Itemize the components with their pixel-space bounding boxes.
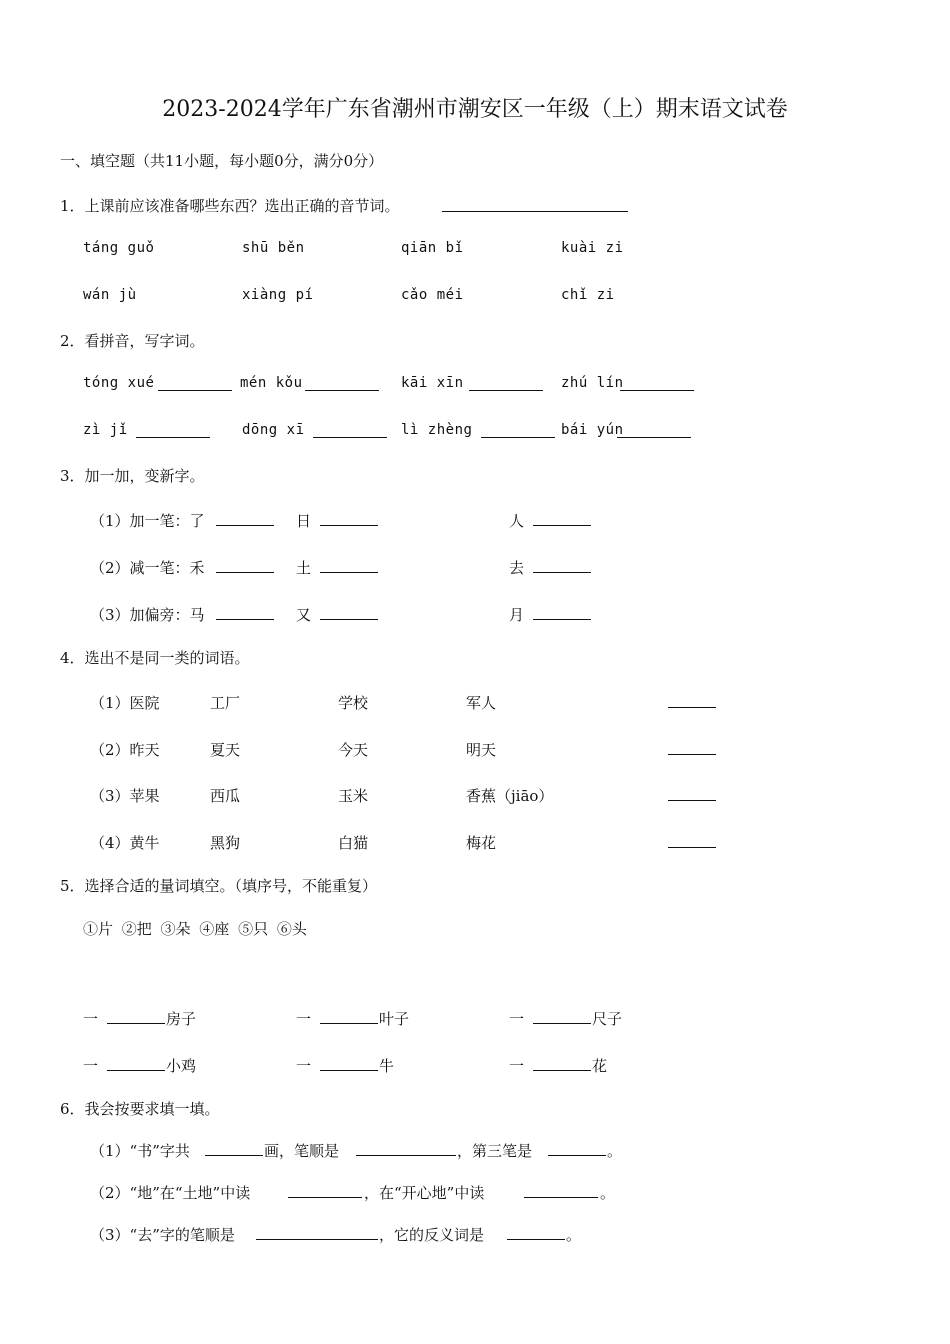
- pinyin-option: wán jù: [83, 287, 137, 303]
- pinyin-option: táng guǒ: [83, 240, 155, 256]
- base-char: 土: [296, 559, 312, 577]
- answer-blank[interactable]: [107, 1023, 165, 1024]
- pinyin-option: cǎo méi: [401, 287, 464, 303]
- word-item: 明天: [466, 741, 497, 759]
- q6-line3-text: （3）“去”字的笔顺是: [90, 1226, 235, 1244]
- answer-blank[interactable]: [620, 390, 694, 391]
- add-radical-row: （3）加偏旁：马: [90, 606, 205, 624]
- word-item: 梅花: [466, 834, 497, 852]
- pinyin-item: lì zhèng: [401, 422, 473, 438]
- question-6: 6．我会按要求填一填。: [60, 1100, 220, 1118]
- answer-blank[interactable]: [305, 390, 379, 391]
- answer-blank[interactable]: [158, 390, 232, 391]
- q6-line2-text: （2）“地”在“土地”中读: [90, 1184, 251, 1202]
- word-item: 今天: [338, 741, 369, 759]
- q6-line2-text: 。: [600, 1184, 616, 1202]
- pinyin-option: xiàng pí: [242, 287, 314, 303]
- answer-blank[interactable]: [256, 1239, 378, 1240]
- noun-item: 房子: [166, 1010, 197, 1028]
- answer-blank[interactable]: [216, 525, 274, 526]
- q6-line3-text: ，它的反义词是: [379, 1226, 485, 1244]
- answer-blank[interactable]: [107, 1070, 165, 1071]
- base-char: 月: [509, 606, 525, 624]
- answer-blank[interactable]: [524, 1197, 598, 1198]
- answer-blank[interactable]: [533, 619, 591, 620]
- q6-line1-text: 。: [607, 1142, 623, 1160]
- answer-blank[interactable]: [320, 1023, 378, 1024]
- answer-blank[interactable]: [320, 525, 378, 526]
- pinyin-option: chǐ zi: [561, 287, 615, 303]
- noun-item: 花: [592, 1057, 608, 1075]
- answer-blank[interactable]: [216, 572, 274, 573]
- base-char: 人: [509, 512, 525, 530]
- q6-line3-text: 。: [566, 1226, 582, 1244]
- word-item: 香蕉（jiāo）: [466, 787, 554, 805]
- q6-line1-text: （1）“书”字共: [90, 1142, 190, 1160]
- remove-stroke-row: （2）减一笔：禾: [90, 559, 205, 577]
- word-item: 工厂: [210, 694, 241, 712]
- word-item: （1）医院: [90, 694, 160, 712]
- word-item: 玉米: [338, 787, 369, 805]
- question-5: 5．选择合适的量词填空。（填序号，不能重复）: [60, 877, 378, 895]
- yi-label: 一: [83, 1057, 99, 1075]
- word-item: （3）苹果: [90, 787, 160, 805]
- pinyin-item: mén kǒu: [240, 375, 303, 391]
- word-item: 军人: [466, 694, 497, 712]
- answer-blank[interactable]: [533, 1070, 591, 1071]
- noun-item: 叶子: [379, 1010, 410, 1028]
- pinyin-item: dōng xī: [242, 422, 305, 438]
- pinyin-item: zì jǐ: [83, 422, 128, 438]
- pinyin-item: zhú lín: [561, 375, 624, 391]
- pinyin-item: kāi xīn: [401, 375, 464, 391]
- q6-line1-text: 画，笔顺是: [264, 1142, 340, 1160]
- base-char: 去: [509, 559, 525, 577]
- question-1: 1．上课前应该准备哪些东西？选出正确的音节词。: [60, 197, 400, 215]
- base-char: 又: [296, 606, 312, 624]
- answer-blank[interactable]: [533, 1023, 591, 1024]
- answer-blank[interactable]: [668, 754, 716, 755]
- add-stroke-row: （1）加一笔：了: [90, 512, 205, 530]
- answer-blank[interactable]: [668, 847, 716, 848]
- pinyin-option: qiān bǐ: [401, 240, 464, 256]
- pinyin-option: shū běn: [242, 240, 305, 256]
- answer-blank[interactable]: [356, 1155, 456, 1156]
- noun-item: 尺子: [592, 1010, 623, 1028]
- answer-blank[interactable]: [320, 1070, 378, 1071]
- pinyin-item: bái yún: [561, 422, 624, 438]
- base-char: 日: [296, 512, 312, 530]
- question-2: 2．看拼音，写字词。: [60, 332, 205, 350]
- answer-blank[interactable]: [533, 572, 591, 573]
- pinyin-item: tóng xué: [83, 375, 155, 391]
- answer-blank[interactable]: [668, 707, 716, 708]
- answer-blank[interactable]: [442, 211, 628, 212]
- answer-blank[interactable]: [320, 572, 378, 573]
- yi-label: 一: [509, 1010, 525, 1028]
- answer-blank[interactable]: [216, 619, 274, 620]
- noun-item: 小鸡: [166, 1057, 197, 1075]
- answer-blank[interactable]: [136, 437, 210, 438]
- yi-label: 一: [83, 1010, 99, 1028]
- answer-blank[interactable]: [507, 1239, 565, 1240]
- question-3: 3．加一加，变新字。: [60, 467, 205, 485]
- section-heading: 一、填空题（共11小题，每小题0分，满分0分）: [60, 152, 384, 170]
- word-item: 白猫: [338, 834, 369, 852]
- answer-blank[interactable]: [548, 1155, 606, 1156]
- yi-label: 一: [296, 1057, 312, 1075]
- answer-blank[interactable]: [320, 619, 378, 620]
- noun-item: 牛: [379, 1057, 395, 1075]
- exam-title: 2023-2024学年广东省潮州市潮安区一年级（上）期末语文试卷: [162, 97, 788, 122]
- answer-blank[interactable]: [313, 437, 387, 438]
- answer-blank[interactable]: [469, 390, 543, 391]
- word-item: 学校: [338, 694, 369, 712]
- word-item: （2）昨天: [90, 741, 160, 759]
- q6-line1-text: ，第三笔是: [457, 1142, 533, 1160]
- answer-blank[interactable]: [205, 1155, 263, 1156]
- word-item: 黑狗: [210, 834, 241, 852]
- measure-word-choices: ①片 ②把 ③朵 ④座 ⑤只 ⑥头: [83, 920, 307, 938]
- answer-blank[interactable]: [288, 1197, 362, 1198]
- answer-blank[interactable]: [533, 525, 591, 526]
- q6-line2-text: ，在“开心地”中读: [364, 1184, 485, 1202]
- yi-label: 一: [509, 1057, 525, 1075]
- question-4: 4．选出不是同一类的词语。: [60, 649, 250, 667]
- answer-blank[interactable]: [481, 437, 555, 438]
- answer-blank[interactable]: [668, 800, 716, 801]
- word-item: （4）黄牛: [90, 834, 160, 852]
- yi-label: 一: [296, 1010, 312, 1028]
- word-item: 西瓜: [210, 787, 241, 805]
- answer-blank[interactable]: [617, 437, 691, 438]
- word-item: 夏天: [210, 741, 241, 759]
- pinyin-option: kuài zi: [561, 240, 624, 256]
